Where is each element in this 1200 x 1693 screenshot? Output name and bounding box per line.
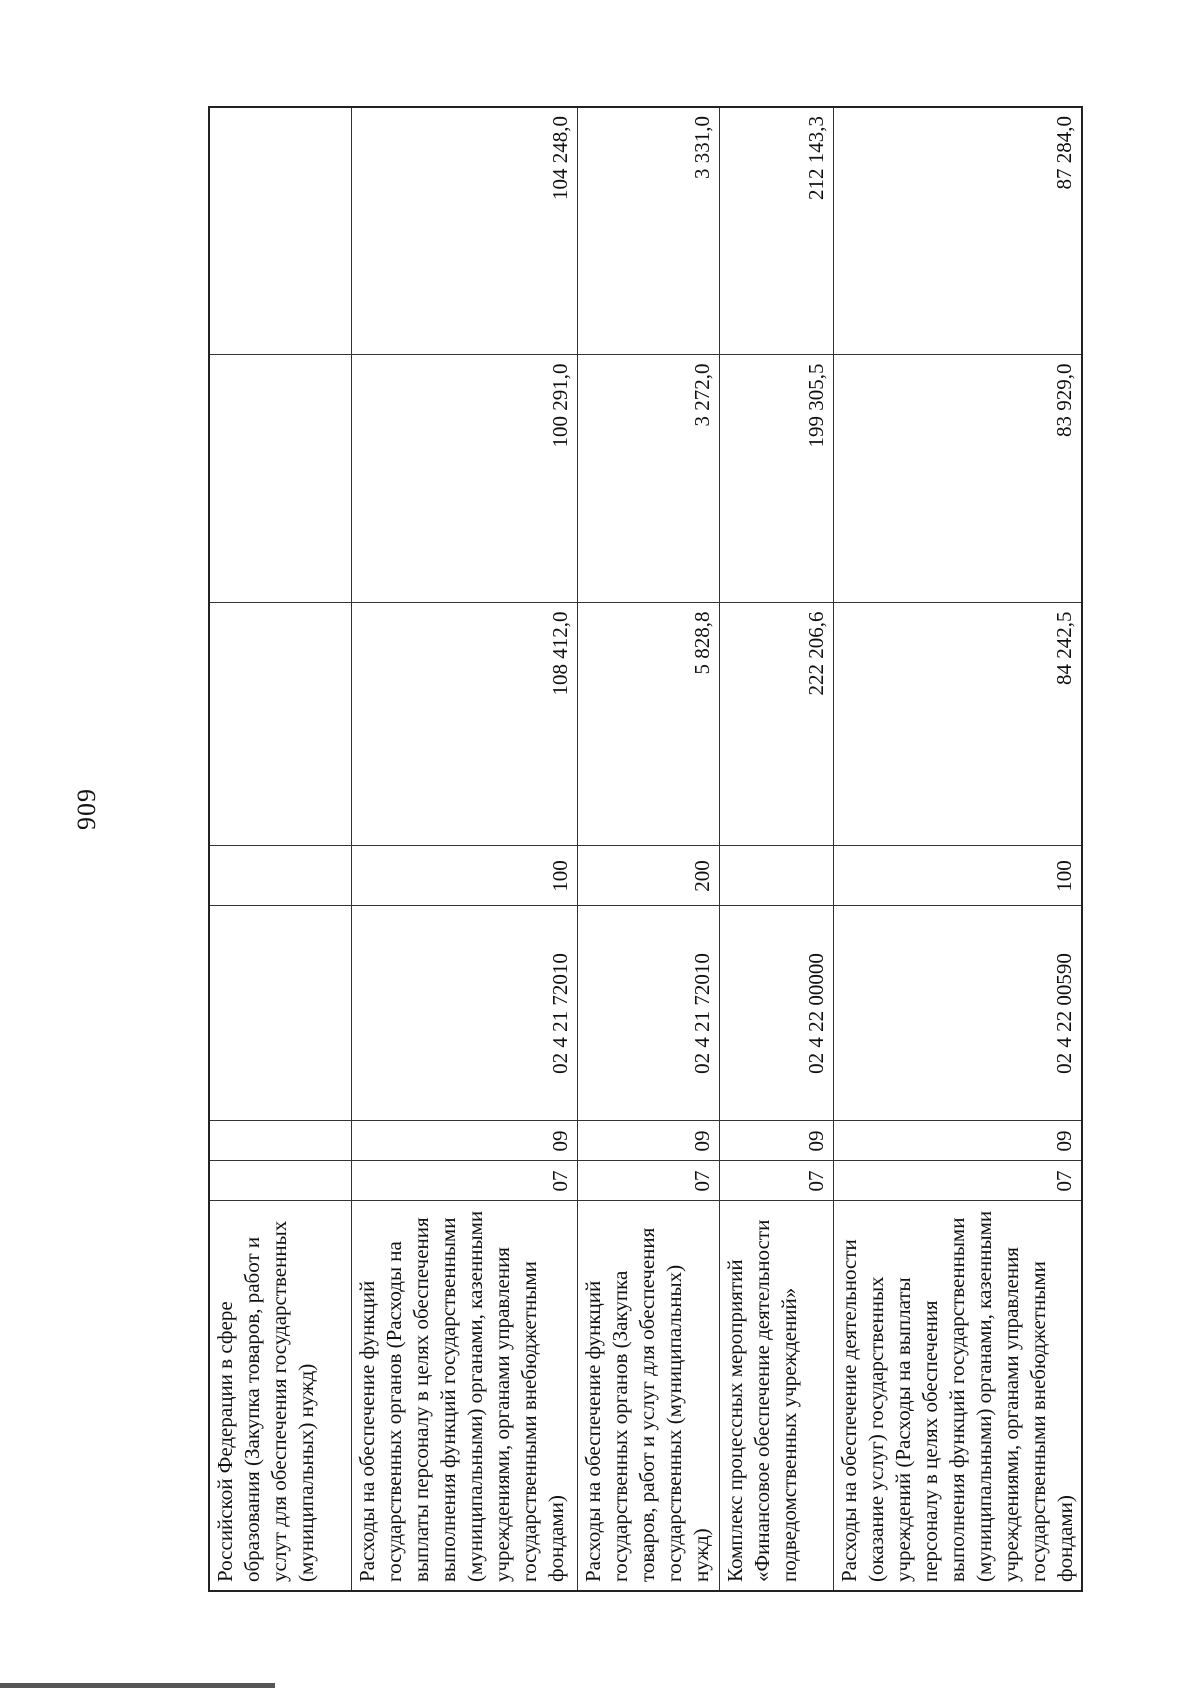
amount-year-3 [209,107,351,355]
subsection-code: 09 [833,1121,1082,1161]
budget-table-container [208,108,1077,1592]
amount-year-1: 84 242,5 [833,603,1082,846]
amount-year-1: 108 412,0 [351,603,577,846]
subsection-code: 09 [351,1121,577,1161]
expense-type-code: 200 [577,846,719,906]
amount-year-3: 104 248,0 [351,107,577,355]
scan-edge-bar [0,1683,275,1688]
target-article-code: 02 4 22 00000 [719,906,833,1121]
table-row [351,107,577,1591]
section-code: 07 [351,1161,577,1201]
table-row [833,107,1082,1591]
section-code: 07 [833,1161,1082,1201]
amount-year-1: 222 206,6 [719,603,833,846]
target-article-code [209,906,351,1121]
amount-year-2: 199 305,5 [719,355,833,603]
budget-table [208,106,1083,1592]
row-description: Расходы на обеспечение функций государственных органов (Расходы на выплаты персоналу в целях обеспечения выполнения функций государственными (муниципальными) органами, казенными учреждениями, органами управления государственными внебюджетными фондами) [351,1201,577,1591]
amount-year-1 [209,603,351,846]
expense-type-code: 100 [351,846,577,906]
target-article-code: 02 4 22 00590 [833,906,1082,1121]
page-number: 909 [72,788,101,830]
row-description: Расходы на обеспечение функций государственных органов (Закупка товаров, работ и услуг для обеспечения государственных (муниципальных) нужд) [577,1201,719,1591]
table-row [209,107,351,1591]
row-description: Комплекс процессных мероприятий «Финансовое обеспечение деятельности подведомственных учреждений» [719,1201,833,1591]
amount-year-3: 212 143,3 [719,107,833,355]
subsection-code [209,1121,351,1161]
amount-year-2: 3 272,0 [577,355,719,603]
target-article-code: 02 4 21 72010 [577,906,719,1121]
amount-year-3: 3 331,0 [577,107,719,355]
row-description: Российской Федерации в сфере образования (Закупка товаров, работ и услут для обеспечения государственных (муниципальных) нужд) [209,1201,351,1591]
section-code [209,1161,351,1201]
row-description: Расходы на обеспечение деятельности (оказание услуг) государственных учреждений (Расходы на выплаты персоналу в целях обеспечения выполнения функций государственными (муниципальными) органами, казенными учреждениями, органами управления государственными внебюджетными фондами) [833,1201,1082,1591]
target-article-code: 02 4 21 72010 [351,906,577,1121]
subsection-code: 09 [719,1121,833,1161]
expense-type-code: 100 [833,846,1082,906]
subsection-code: 09 [577,1121,719,1161]
amount-year-2: 83 929,0 [833,355,1082,603]
expense-type-code [719,846,833,906]
amount-year-2 [209,355,351,603]
table-row [719,107,833,1591]
section-code: 07 [577,1161,719,1201]
expense-type-code [209,846,351,906]
amount-year-3: 87 284,0 [833,107,1082,355]
amount-year-1: 5 828,8 [577,603,719,846]
amount-year-2: 100 291,0 [351,355,577,603]
table-row [577,107,719,1591]
section-code: 07 [719,1161,833,1201]
